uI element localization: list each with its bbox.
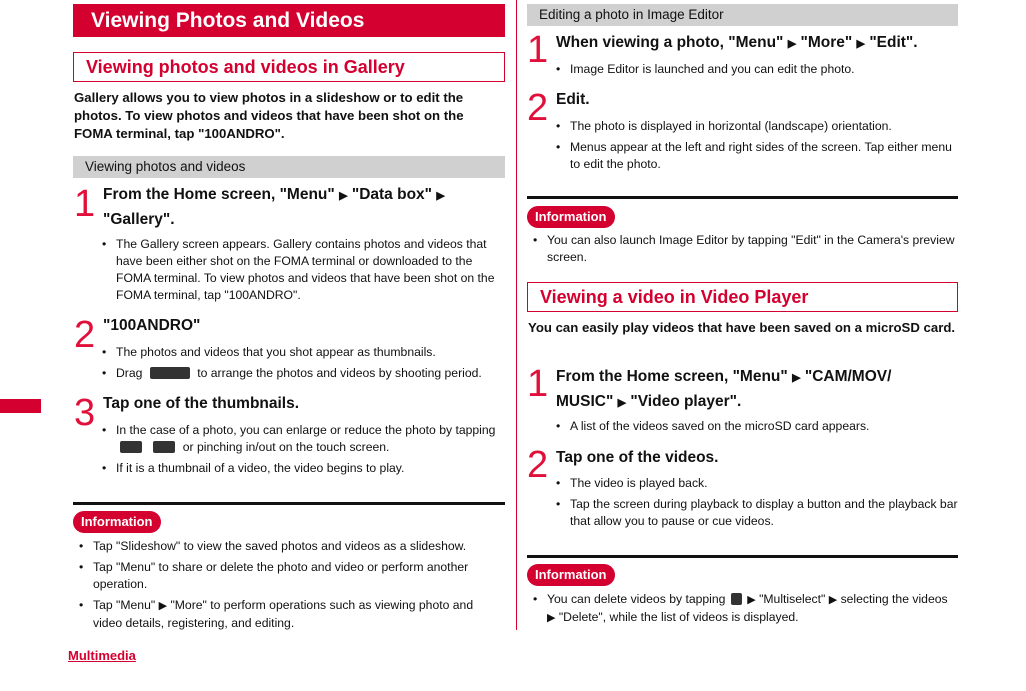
page-banner-title: Viewing Photos and Videos — [73, 4, 505, 37]
right-triangle-icon: ▶ — [547, 612, 556, 624]
menu-key-icon — [731, 593, 742, 605]
bullet-text: "More" to perform operations such as viewing photo and video details, registering, and editing. — [93, 598, 474, 630]
bullet-text: selecting the videos — [840, 592, 948, 606]
bullet-text: "Multiselect" — [759, 592, 826, 606]
info-bullets — [78, 538, 504, 636]
step-title: Edit. — [556, 91, 590, 108]
step-bullets — [555, 61, 958, 82]
step-number: 1 — [527, 363, 549, 405]
right-triangle-icon: ▶ — [617, 397, 627, 409]
info-badge — [527, 564, 615, 586]
bullet-item: • Tap "Slideshow" to view the saved photos and videos as a slideshow. — [78, 538, 504, 555]
info-bullets — [532, 232, 958, 270]
step-title — [103, 183, 503, 231]
step-bullets — [555, 475, 958, 534]
right-triangle-icon: ▶ — [856, 38, 865, 50]
step-bullets — [101, 236, 504, 308]
bullet-item: • Tap "Menu" to share or delete the photo and video or perform another operation. — [78, 559, 504, 593]
bullet-item: • Tap the screen during playback to display a button and the playback bar that allow you to pause or cue videos. — [555, 496, 958, 530]
info-bullets — [532, 591, 958, 631]
step-number: 3 — [74, 392, 96, 434]
step-title — [556, 365, 958, 415]
chapter-tab — [0, 399, 41, 413]
step-bullets — [555, 118, 958, 177]
bullet-item: • You can also launch Image Editor by tapping "Edit" in the Camera's preview screen. — [532, 232, 958, 266]
step-title: Tap one of the videos. — [556, 449, 719, 466]
step-title-part: MUSIC" — [556, 393, 614, 410]
bullet-item — [101, 422, 504, 456]
bullet-item — [532, 591, 958, 627]
step-title: "100ANDRO" — [103, 317, 201, 334]
bullet-text: to arrange the photos and videos by shooting period. — [197, 366, 482, 380]
step-number: 2 — [527, 444, 549, 486]
bullet-item — [78, 597, 504, 632]
gallery-intro: Gallery allows you to view photos in a slideshow or to edit the photos. To view photos and videos that have been shot on the FOMA terminal, tap "100ANDRO". — [74, 90, 464, 141]
step-title-part: "Video player". — [630, 393, 742, 410]
info-badge — [73, 511, 161, 533]
bullet-item: • Image Editor is launched and you can edit the photo. — [555, 61, 958, 78]
step-number: 1 — [527, 29, 549, 71]
divider — [527, 196, 958, 199]
section-title-video: Viewing a video in Video Player — [527, 282, 958, 312]
right-triangle-icon: ▶ — [792, 372, 801, 384]
info-badge-label: Information — [73, 511, 161, 533]
slider-icon — [150, 367, 190, 379]
subhead-viewing: Viewing photos and videos — [73, 156, 505, 178]
bullet-item: • If it is a thumbnail of a video, the video begins to play. — [101, 460, 504, 477]
step-title-part: "Edit". — [869, 34, 918, 51]
step-title-part: "Gallery". — [103, 211, 175, 228]
right-triangle-icon: ▶ — [747, 594, 756, 606]
info-badge-label: Information — [527, 564, 615, 586]
step-title — [556, 31, 958, 56]
bullet-text: You can delete videos by tapping — [547, 592, 726, 606]
info-badge-label: Information — [527, 206, 615, 228]
right-triangle-icon: ▶ — [339, 190, 348, 202]
step-bullets — [555, 418, 958, 439]
bullet-item — [101, 365, 506, 382]
bullet-text: or pinching in/out on the touch screen. — [182, 440, 390, 454]
divider — [527, 555, 958, 558]
step-title-part: "CAM/MOV/ — [804, 368, 892, 385]
bullet-text: Drag — [116, 366, 143, 380]
bullet-item: • The photos and videos that you shot appear as thumbnails. — [101, 344, 506, 361]
info-badge — [527, 206, 615, 228]
step-bullets — [101, 422, 504, 481]
footer-chapter-link[interactable]: Multimedia — [68, 648, 136, 663]
zoom-out-icon — [120, 441, 142, 453]
step-number: 1 — [74, 183, 96, 225]
section-title-gallery: Viewing photos and videos in Gallery — [73, 52, 505, 82]
bullet-item: • A list of the videos saved on the microSD card appears. — [555, 418, 958, 435]
divider — [73, 502, 505, 505]
bullet-item: • Menus appear at the left and right sides of the screen. Tap either menu to edit the photo. — [555, 139, 958, 173]
bullet-text: In the case of a photo, you can enlarge or reduce the photo by tapping — [116, 423, 496, 437]
step-bullets — [101, 344, 506, 386]
bullet-text: Tap "Menu" — [93, 598, 156, 612]
step-title-part: From the Home screen, "Menu" — [556, 368, 788, 385]
zoom-in-icon — [153, 441, 175, 453]
bullet-item: • The photo is displayed in horizontal (landscape) orientation. — [555, 118, 958, 135]
right-triangle-icon: ▶ — [787, 38, 797, 50]
column-divider — [516, 0, 517, 630]
bullet-item: • The Gallery screen appears. Gallery contains photos and videos that have been either shot on the FOMA terminal or downloaded to the FOMA terminal. To view photos and videos that have been shot on the FOMA terminal, tap "100ANDRO". — [101, 236, 504, 304]
subhead-editing: Editing a photo in Image Editor — [527, 4, 958, 26]
step-title-part: "More" — [800, 34, 853, 51]
bullet-item: • The video is played back. — [555, 475, 958, 492]
step-number: 2 — [527, 87, 549, 129]
bullet-text: "Delete", while the list of videos is displayed. — [558, 610, 799, 624]
step-title-part: From the Home screen, "Menu" — [103, 186, 335, 203]
step-title-part: When viewing a photo, "Menu" — [556, 34, 784, 51]
right-triangle-icon: ▶ — [158, 600, 168, 612]
step-title: Tap one of the thumbnails. — [103, 395, 300, 412]
right-triangle-icon: ▶ — [828, 594, 838, 606]
video-intro: You can easily play videos that have been saved on a microSD card. — [528, 320, 956, 335]
right-triangle-icon: ▶ — [436, 190, 445, 202]
step-number: 2 — [74, 314, 96, 356]
step-title-part: "Data box" — [351, 186, 433, 203]
